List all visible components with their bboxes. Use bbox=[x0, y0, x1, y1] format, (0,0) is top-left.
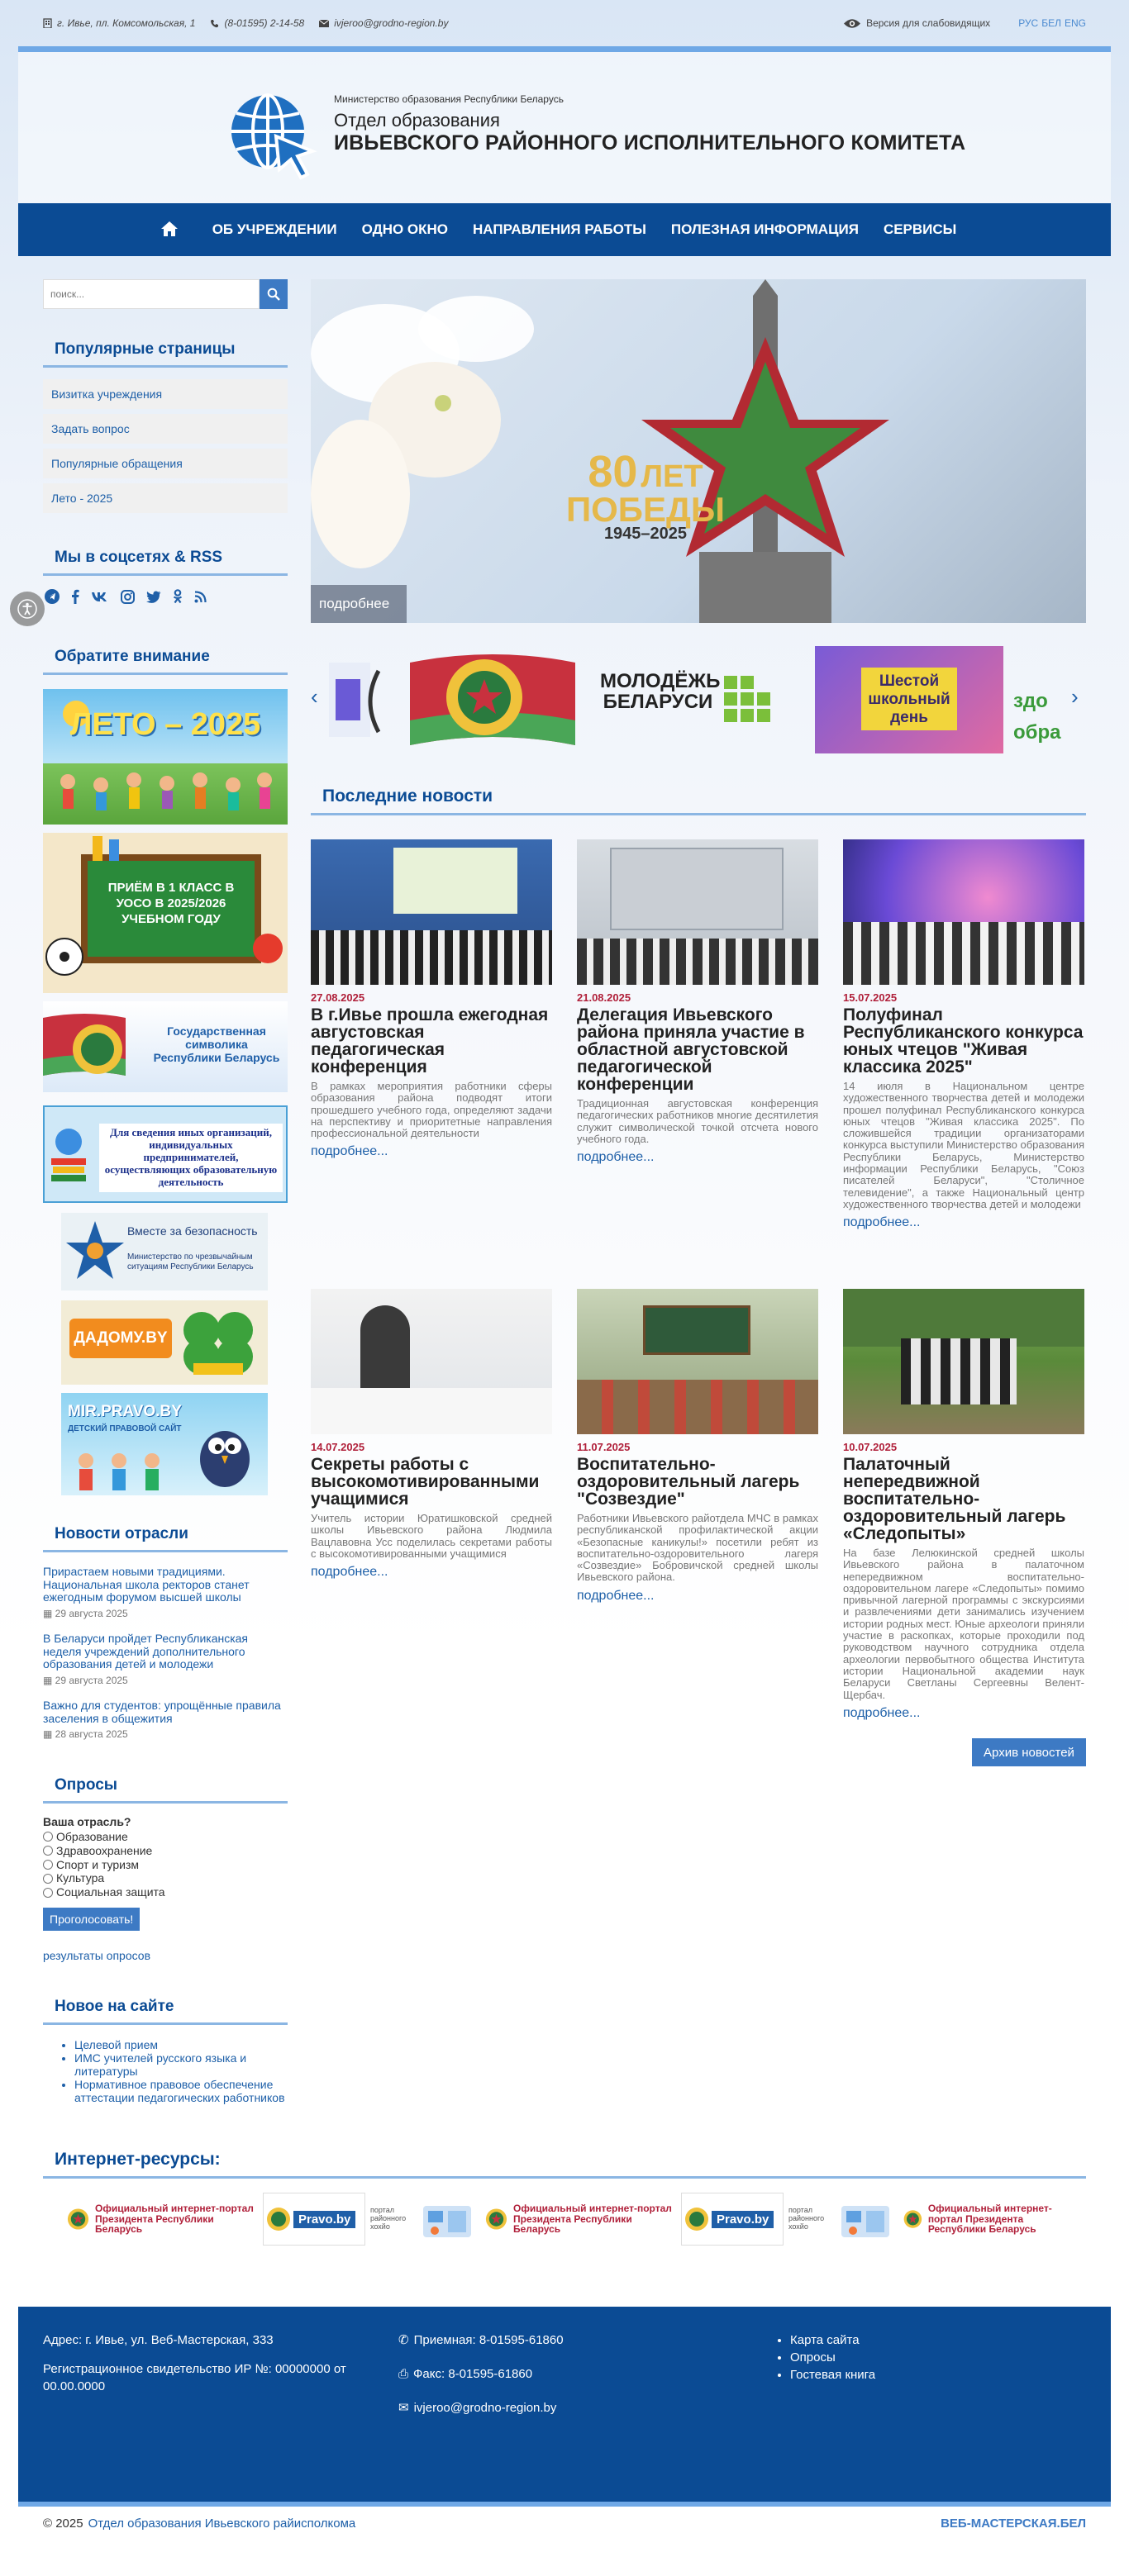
news-image[interactable] bbox=[843, 1289, 1084, 1434]
new-on-site-item[interactable]: • ИМС учителей русского языка и литературы bbox=[74, 2051, 288, 2078]
pravo-by-link[interactable] bbox=[681, 2193, 784, 2246]
footer-email-text[interactable]: ivjeroo@grodno-region.by bbox=[413, 2401, 557, 2415]
pravo-emblem-icon bbox=[264, 2204, 293, 2234]
twitter-icon[interactable] bbox=[146, 591, 161, 603]
email-text[interactable]: ivjeroo@grodno-region.by bbox=[334, 17, 449, 29]
main-nav bbox=[18, 203, 1111, 256]
grade1-admission-banner[interactable] bbox=[43, 833, 288, 993]
victory-dates: 1945–2025 bbox=[603, 525, 688, 544]
belarus-flag-emblem-icon bbox=[43, 1001, 159, 1092]
news-excerpt: В рамках мероприятия работники сферы образования района подводят итоги прошедшего учебного года, определяют задачи на перспективу и приоритетные направления профессиональной деятельности bbox=[311, 1080, 552, 1140]
news-date: 15.07.2025 bbox=[843, 991, 898, 1004]
news-excerpt: Учитель истории Юратишковской средней школы Ивьевского района Людмила Вацлавовна Усс поделилась секретами работы с высокомотивированными учащимися bbox=[311, 1512, 552, 1560]
poll-option-label: Спорт и туризм bbox=[56, 1857, 140, 1871]
poll-radio[interactable] bbox=[43, 1846, 53, 1856]
social-block bbox=[43, 549, 288, 604]
calendar-icon: ▦ bbox=[43, 1675, 55, 1687]
health-education-slide[interactable]: здо обра bbox=[1013, 690, 1061, 744]
news-title[interactable]: Полуфинал Республиканского конкурса юных чтецов "Живая классика 2025" bbox=[843, 1005, 1084, 1077]
phone-text: (8-01595) 2-14-58 bbox=[224, 17, 305, 29]
news-more-link[interactable]: подробнее... bbox=[311, 1144, 388, 1159]
eye-icon bbox=[843, 18, 861, 29]
mir-pravo-subtitle: ДЕТСКИЙ ПРАВОВОЙ САЙТ bbox=[68, 1424, 182, 1433]
popular-title: Популярные страницы bbox=[43, 340, 288, 368]
belarus-emblem-flag-slide[interactable] bbox=[410, 646, 584, 757]
news-title[interactable]: Делегация Ивьевского района приняла участие в областной августовской педагогической конференции bbox=[577, 1005, 805, 1094]
news-archive-button[interactable]: Архив новостей bbox=[972, 1738, 1086, 1766]
social-title: Мы в соцсетях & RSS bbox=[43, 549, 288, 576]
regional-portal-label: портал районного хохйо bbox=[788, 2206, 825, 2231]
news-card[interactable] bbox=[577, 839, 818, 1165]
news-excerpt: 14 июля в Национальном центре художественного творчества детей и молодежи прошел полуфинал Республиканского конкурса юных чтецов "Живая классика 2025". По сложившейся традиции организаторами конкурса выступили Министерство образования Республики Беларусь, Министерство информации Республики Беларусь, "Союз писателей Беларуси", "Столичное телевидение", а также Национальный центр художественного творчества детей и молодежи bbox=[843, 1080, 1084, 1210]
regional-portal-icon bbox=[838, 2194, 893, 2244]
president-portal-text: Официальный интернет-портал Президента Республики Беларусь bbox=[94, 2203, 254, 2236]
regional-portal-icon bbox=[420, 2194, 474, 2244]
facebook-icon[interactable] bbox=[71, 589, 79, 604]
news-image[interactable] bbox=[843, 839, 1084, 985]
mchs-star-icon bbox=[66, 1219, 124, 1286]
news-excerpt: Традиционная августовская конференция педагогических работников многие десятилетия служит символической точкой отсчета нового учебного года. bbox=[577, 1097, 818, 1145]
lang-be[interactable]: БЕЛ bbox=[1041, 17, 1061, 29]
industry-news-date-text: 29 августа 2025 bbox=[55, 1675, 128, 1687]
belarus-emblem-icon bbox=[903, 2194, 923, 2244]
news-date: 27.08.2025 bbox=[311, 991, 365, 1004]
news-more-link[interactable]: подробнее... bbox=[577, 1588, 655, 1603]
building-icon bbox=[43, 18, 52, 28]
president-portal-text: Официальный интернет-портал Президента Республики Беларусь bbox=[512, 2203, 672, 2236]
news-title[interactable]: Воспитательно-оздоровительный лагерь "Созвездие" bbox=[577, 1455, 800, 1509]
poll-radio[interactable] bbox=[43, 1874, 53, 1884]
resources-title: Интернет-ресурсы: bbox=[43, 2150, 1086, 2179]
instagram-icon[interactable] bbox=[121, 590, 135, 604]
sixth-day-label: Шестой школьный день bbox=[861, 668, 957, 730]
new-on-site-item[interactable]: • Целевой прием bbox=[74, 2038, 288, 2051]
news-more-link[interactable]: подробнее... bbox=[843, 1705, 921, 1720]
poll-option-label: Здравоохранение bbox=[56, 1843, 153, 1857]
cartoon-bird-icon bbox=[185, 1409, 264, 1492]
footer-address-col bbox=[43, 2331, 374, 2395]
nav-one-window[interactable]: ОДНО ОКНО bbox=[361, 221, 449, 237]
carousel-next-arrow[interactable]: › bbox=[1071, 684, 1079, 709]
visually-impaired-link[interactable] bbox=[843, 17, 990, 29]
regional-portal-link[interactable] bbox=[788, 2193, 896, 2246]
site-footer bbox=[18, 2307, 1111, 2502]
industry-news-link[interactable]: Прирастаем новыми традициями. Национальная школа ректоров станет ежегодным форумом высшей школы bbox=[43, 1565, 250, 1604]
news-more-link[interactable]: подробнее... bbox=[577, 1150, 655, 1165]
telegram-icon[interactable] bbox=[45, 589, 60, 604]
latest-news-title: Последние новости bbox=[311, 787, 1086, 815]
grade1-banner-text: ПРИЁМ В 1 КЛАСС В УОСО В 2025/2026 УЧЕБНОМ ГОДУ bbox=[107, 881, 235, 926]
mir-pravo-title: MIR.PRAVO.BY bbox=[68, 1403, 182, 1420]
phone-info bbox=[210, 17, 304, 29]
regional-portal-link[interactable] bbox=[370, 2193, 478, 2246]
globe-cursor-logo[interactable] bbox=[226, 90, 317, 181]
summer-2025-banner[interactable] bbox=[43, 689, 288, 825]
envelope-icon: ✉ bbox=[398, 2401, 409, 2415]
industry-news-link[interactable]: В Беларуси пройдет Республиканская неделя учреждений дополнительного образования детей и молодежи bbox=[43, 1632, 249, 1671]
footer-reception bbox=[398, 2331, 646, 2349]
footer-address: Адрес: г. Ивье, ул. Веб-Мастерская, 333 bbox=[43, 2333, 274, 2347]
state-symbols-text: Государственная символика Республики Беларусь bbox=[153, 1024, 280, 1065]
footer-accent-strip bbox=[18, 2502, 1111, 2507]
news-image[interactable] bbox=[577, 1289, 818, 1434]
accessibility-widget-button[interactable] bbox=[10, 592, 45, 626]
poll-option-label: Социальная защита bbox=[56, 1885, 165, 1899]
footer-links bbox=[772, 2331, 1020, 2384]
news-date: 21.08.2025 bbox=[577, 991, 631, 1004]
copyright: © 2025 bbox=[43, 2517, 83, 2531]
footer-fax bbox=[398, 2365, 646, 2383]
youth-squares-icon bbox=[721, 673, 779, 730]
poll-option[interactable] bbox=[43, 1830, 288, 1844]
industry-news-date bbox=[43, 1728, 288, 1740]
clover-icon bbox=[177, 1305, 260, 1381]
nav-useful-info[interactable]: ПОЛЕЗНАЯ ИНФОРМАЦИЯ bbox=[670, 221, 859, 237]
books-globe-icon bbox=[48, 1125, 89, 1183]
footer-fax-text: Факс: 8-01595-61860 bbox=[413, 2367, 533, 2381]
news-more-link[interactable]: подробнее... bbox=[843, 1215, 921, 1230]
partner-carousel bbox=[311, 646, 1086, 757]
industry-news-date bbox=[43, 1608, 288, 1619]
phone-icon bbox=[210, 19, 219, 28]
news-more-link[interactable]: подробнее... bbox=[311, 1565, 388, 1580]
poll-radio[interactable] bbox=[43, 1888, 53, 1898]
news-excerpt: На базе Лелюкинской средней школы Ивьевского района в палаточном непередвижном воспитательно-оздоровительном лагере «Следопыты» помимо привычной лагерной программы с экскурсиями и развлечениями дети занимались изучением истории родных мест. Юные археологи приняли участие в раскопках, которые проходили под руководством научного сотрудника отдела археологии первобытного общества Института истории Национальной академии наук Беларуси Светланы Сергеевны Велент-Щербач. bbox=[843, 1547, 1084, 1701]
fax-icon: ⎙ bbox=[398, 2367, 409, 2381]
address-info bbox=[43, 17, 195, 29]
lang-ru[interactable]: РУС bbox=[1018, 17, 1039, 29]
poll-option-label: Образование bbox=[56, 1830, 128, 1843]
search-button[interactable] bbox=[260, 279, 288, 309]
nav-directions[interactable]: НАПРАВЛЕНИЯ РАБОТЫ bbox=[473, 221, 646, 237]
victory-pobedy: ПОБЕДЫ bbox=[565, 490, 726, 530]
webmaster-link[interactable]: ВЕБ-МАСТЕРСКАЯ.БЕЛ bbox=[941, 2517, 1086, 2531]
pravo-emblem-icon bbox=[682, 2204, 712, 2234]
president-portal-link[interactable] bbox=[484, 2193, 673, 2246]
industry-news-date bbox=[43, 1675, 288, 1686]
news-image[interactable] bbox=[311, 1289, 552, 1434]
poll-option[interactable] bbox=[43, 1871, 288, 1885]
belarus-emblem-icon bbox=[484, 2194, 508, 2244]
new-on-site-title: Новое на сайте bbox=[43, 1998, 288, 2025]
new-on-site-item[interactable]: • Нормативное правовое обеспечение аттестации педагогических работников bbox=[74, 2078, 288, 2104]
poll-radio[interactable] bbox=[43, 1832, 53, 1842]
footer-contacts-col bbox=[398, 2331, 646, 2417]
slider-more-button[interactable]: подробнее bbox=[311, 585, 407, 623]
other-orgs-banner[interactable] bbox=[43, 1105, 288, 1203]
dept-name: Отдел образования bbox=[334, 110, 500, 131]
envelope-icon bbox=[319, 20, 329, 27]
footer-link-polls[interactable]: • Опросы bbox=[790, 2349, 1020, 2366]
victory-80: 80 bbox=[588, 447, 638, 497]
pravo-by-label: Pravo.by bbox=[293, 2211, 355, 2228]
carousel-item-partial[interactable] bbox=[329, 646, 412, 757]
nav-about[interactable]: ОБ УЧРЕЖДЕНИИ bbox=[212, 221, 337, 237]
attention-block bbox=[43, 648, 288, 675]
address-text: г. Ивье, пл. Комсомольская, 1 bbox=[57, 17, 196, 29]
home-icon[interactable] bbox=[160, 221, 179, 240]
victory-badge bbox=[559, 447, 732, 544]
footer-registration: Регистрационное свидетельство ИР №: 00000000 от 00.00.0000 bbox=[43, 2362, 346, 2393]
poll-option-label: Культура bbox=[56, 1871, 105, 1885]
ministry-name: Министерство образования Республики Беларусь bbox=[334, 93, 564, 105]
sixth-school-day-slide[interactable] bbox=[815, 646, 1003, 753]
other-orgs-text: Для сведения иных организаций, индивидуальных предпринимателей, осуществляющих образовательную деятельность bbox=[99, 1124, 283, 1192]
vk-icon[interactable] bbox=[91, 591, 109, 602]
news-image[interactable] bbox=[311, 839, 552, 985]
summer-banner-text: ЛЕТО – 2025 bbox=[69, 707, 261, 742]
footer-reception-text: Приемная: 8-01595-61860 bbox=[413, 2333, 564, 2347]
lang-en[interactable]: ENG bbox=[1064, 17, 1086, 29]
footer-email[interactable] bbox=[398, 2399, 646, 2417]
news-excerpt: Работники Ивьевского райотдела МЧС в рамках республиканской профилактической акции «Безопасные каникулы!» посетили ребят из воспитательно-оздоровительного лагеря «Созвездие» Бобровичской средней школы Ивьевского района. bbox=[577, 1512, 818, 1584]
calendar-icon: ▦ bbox=[43, 1728, 55, 1741]
calendar-icon: ▦ bbox=[43, 1608, 55, 1620]
industry-news-date-text: 28 августа 2025 bbox=[55, 1728, 128, 1741]
president-portal-link[interactable] bbox=[903, 2193, 1065, 2246]
president-portal-link[interactable] bbox=[66, 2193, 255, 2246]
poll-option[interactable] bbox=[43, 1885, 288, 1899]
footer-link-guestbook[interactable]: • Гостевая книга bbox=[790, 2366, 1020, 2384]
pravo-by-link[interactable] bbox=[263, 2193, 365, 2246]
rss-icon[interactable] bbox=[194, 591, 207, 603]
vote-button[interactable]: Проголосовать! bbox=[43, 1908, 140, 1931]
news-title[interactable]: Секреты работы с высокомотивированными учащимися bbox=[311, 1455, 540, 1509]
new-on-site bbox=[43, 1998, 288, 2104]
visually-impaired-label[interactable]: Версия для слабовидящих bbox=[866, 17, 991, 29]
phone-icon: ✆ bbox=[398, 2333, 409, 2347]
victory-years-word: ЛЕТ bbox=[641, 459, 703, 494]
footer-link-sitemap[interactable]: • Карта сайта bbox=[790, 2331, 1020, 2349]
news-date: 11.07.2025 bbox=[577, 1441, 631, 1453]
president-portal-text: Официальный интернет-портал Президента Республики Беларусь bbox=[927, 2203, 1052, 2236]
news-date: 14.07.2025 bbox=[311, 1441, 365, 1453]
poll-question: Ваша отрасль? bbox=[43, 1815, 131, 1828]
industry-news-date-text: 29 августа 2025 bbox=[55, 1608, 128, 1620]
dadomu-banner[interactable] bbox=[61, 1300, 268, 1385]
search-icon bbox=[267, 288, 280, 301]
news-card[interactable] bbox=[577, 1289, 818, 1604]
industry-title: Новости отрасли bbox=[43, 1525, 288, 1552]
state-symbols-banner[interactable] bbox=[43, 1001, 288, 1092]
poll-title: Опросы bbox=[43, 1776, 288, 1804]
poll-option[interactable] bbox=[43, 1844, 288, 1858]
news-title[interactable]: Палаточный непередвижной воспитательно-оздоровительный лагерь «Следопыты» bbox=[843, 1455, 1066, 1543]
popular-pages bbox=[43, 340, 288, 513]
attention-title: Обратите внимание bbox=[43, 648, 288, 675]
popular-item-summer[interactable]: Лето - 2025 bbox=[43, 483, 288, 513]
popular-item-card[interactable]: Визитка учреждения bbox=[43, 379, 288, 409]
belarus-emblem-icon bbox=[66, 2194, 90, 2244]
pravo-by-label: Pravo.by bbox=[712, 2211, 774, 2228]
email-info[interactable] bbox=[319, 17, 448, 29]
industry-news bbox=[43, 1525, 288, 1753]
nav-services[interactable]: СЕРВИСЫ bbox=[883, 221, 957, 237]
regional-portal-label: портал районного хохйо bbox=[370, 2206, 407, 2231]
poll-option[interactable] bbox=[43, 1858, 288, 1872]
poll-radio[interactable] bbox=[43, 1860, 53, 1870]
news-card[interactable] bbox=[843, 1289, 1084, 1721]
news-card[interactable] bbox=[311, 1289, 552, 1580]
news-date: 10.07.2025 bbox=[843, 1441, 898, 1453]
dadomu-label: ДАДОМУ.BY bbox=[69, 1319, 172, 1358]
odnoklassniki-icon[interactable] bbox=[173, 589, 183, 604]
news-card[interactable] bbox=[843, 839, 1084, 1230]
poll-results-link[interactable]: результаты опросов bbox=[43, 1948, 151, 1962]
committee-name: ИВЬЕВСКОГО РАЙОННОГО ИСПОЛНИТЕЛЬНОГО КОМИТЕТА bbox=[334, 131, 966, 154]
search-input[interactable] bbox=[43, 279, 260, 309]
site-header bbox=[18, 46, 1111, 203]
news-card[interactable] bbox=[311, 839, 552, 1159]
news-image[interactable] bbox=[577, 839, 818, 985]
top-bar bbox=[0, 0, 1129, 46]
popular-item-appeals[interactable]: Популярные обращения bbox=[43, 449, 288, 478]
youth-belarus-logo[interactable]: МОЛОДЁЖЬ БЕЛАРУСИ bbox=[600, 670, 721, 714]
copyright-org-link[interactable]: Отдел образования Ивьевского райисполкома bbox=[88, 2517, 356, 2531]
safety-title: Вместе за безопасность bbox=[127, 1224, 258, 1238]
mir-pravo-banner[interactable] bbox=[61, 1393, 268, 1495]
safety-banner[interactable] bbox=[61, 1213, 268, 1290]
accessibility-icon bbox=[17, 599, 37, 619]
kids-illustration bbox=[69, 1446, 177, 1492]
carousel-prev-arrow[interactable]: ‹ bbox=[311, 684, 318, 709]
safety-subtitle: Министерство по чрезвычайным ситуациям Республики Беларусь bbox=[127, 1252, 254, 1271]
poll-block bbox=[43, 1776, 288, 1962]
industry-news-link[interactable]: Важно для студентов: упрощённые правила заселения в общежития bbox=[43, 1699, 281, 1725]
search-box bbox=[43, 279, 288, 309]
main-slider[interactable] bbox=[311, 279, 1086, 623]
popular-item-ask[interactable]: Задать вопрос bbox=[43, 414, 288, 444]
news-title[interactable]: В г.Ивье прошла ежегодная августовская педагогическая конференция bbox=[311, 1005, 549, 1077]
bottom-bar bbox=[43, 2517, 1086, 2531]
